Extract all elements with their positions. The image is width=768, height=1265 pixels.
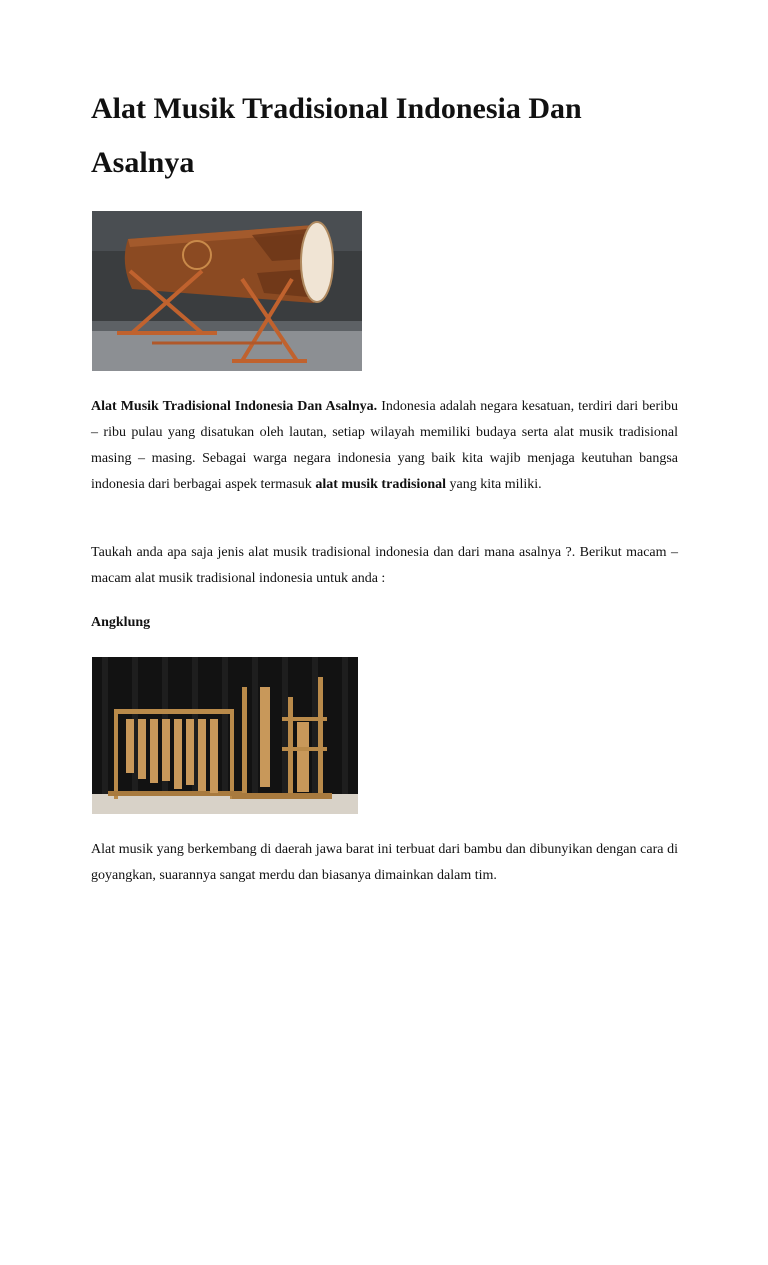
drum-photo: [92, 211, 362, 371]
intro-text-b: yang kita miliki.: [446, 477, 542, 492]
page-title: Alat Musik Tradisional Indonesia Dan Asalnya: [91, 92, 582, 179]
paragraph-angklung: Alat musik yang berkembang di daerah jawa barat ini terbuat dari bambu dan dibunyikan dengan cara di goyangkan, suarannya sangat merdu dan biasanya dimainkan dalam tim.: [91, 842, 678, 883]
angklung-photo: [92, 657, 358, 814]
intro-paragraph: [91, 394, 678, 498]
drum-illustration-icon: [92, 211, 362, 371]
intro-keyword-link[interactable]: alat musik tradisional: [315, 477, 447, 492]
angklung-illustration-icon: [92, 657, 358, 814]
paragraph-2: Taukah anda apa saja jenis alat musik tradisional indonesia dan dari mana asalnya ?. Berikut macam – macam alat musik tradisional indonesia untuk anda :: [91, 545, 678, 586]
intro-lead: Alat Musik Tradisional Indonesia Dan Asalnya.: [91, 399, 378, 414]
intro-text-a: Indonesia adalah negara kesatuan, terdiri dari beribu – ribu pulau yang disatukan oleh lautan, setiap wilayah memiliki budaya serta alat musik tradisional masing – masing. Sebagai warga negara indonesia yang baik kita wajib menjaga keutuhan bangsa indonesia dari berbagai aspek termasuk: [91, 399, 678, 492]
section-heading-angklung: Angklung: [91, 615, 151, 630]
